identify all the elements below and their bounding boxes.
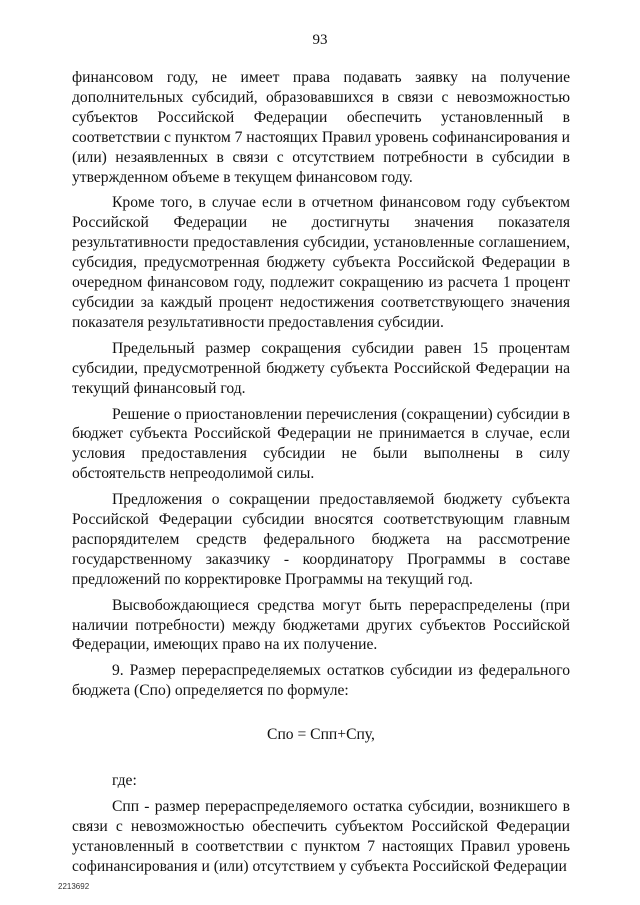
paragraph-decision: Решение о приостановлении перечисления (сокращении) субсидии в бюджет субъекта Российской Федерации не принимается в случае, если условия предоставления субсидии не были выполнены в силу обстоятельств непреодолимой силы.	[72, 405, 570, 483]
paragraph-definition: Спп - размер перераспределяемого остатка субсидии, возникшего в связи с невозможностью обеспечить субъектом Российской Федерации установленный в соответствии с пунктом 7 настоящих Правил уровень софинансирования и (или) отсутствием у субъекта Российской Федерации	[72, 798, 570, 875]
paragraph-continuation: финансовом году, не имеет права подавать заявку на получение дополнительных субсидий, образовавшихся в связи с невозможностью субъектов Российской Федерации обеспечить установленный в соответствии с пунктом 7 настоящих Правил уровень софинансирования и (или) незаявленных в связи с отсутствием потребности в субсидии в утвержденном объеме в текущем финансовом году.	[72, 69, 570, 186]
paragraph-redistribution: Высвобождающиеся средства могут быть перераспределены (при наличии потребности) между бюджетами других субъектов Российской Федерации, имеющих право на их получение.	[72, 596, 570, 654]
paragraph-limit: Предельный размер сокращения субсидии равен 15 процентам субсидии, предусмотренной бюджету субъекта Российской Федерации на текущий финансовый год.	[72, 339, 570, 397]
document-id: 2213692	[58, 882, 90, 891]
paragraph-item-9: 9. Размер перераспределяемых остатков субсидии из федерального бюджета (Спо) определяется по формуле:	[72, 662, 570, 700]
where-label: где:	[112, 772, 137, 790]
formula: Спо = Спп+Спу,	[267, 726, 375, 744]
page-number: 93	[312, 32, 328, 48]
paragraph-reduction: Кроме того, в случае если в отчетном финансовом году субъектом Российской Федерации не достигнуты значения показателя результативности предоставления субсидии, установленные соглашением, субсидия, предусмотренная бюджету субъекта Российской Федерации в очередном финансовом году, подлежит сокращению из расчета 1 процент субсидии за каждый процент недостижения соответствующего значения показателя результативности предоставления субсидии.	[72, 194, 570, 331]
document-body	[72, 68, 570, 883]
paragraph-proposals: Предложения о сокращении предоставляемой бюджету субъекта Российской Федерации субсидии вносятся соответствующим главным распорядителем средств федерального бюджета на рассмотрение государственному заказчику - координатору Программы в составе предложений по корректировке Программы на текущий год.	[72, 491, 570, 588]
